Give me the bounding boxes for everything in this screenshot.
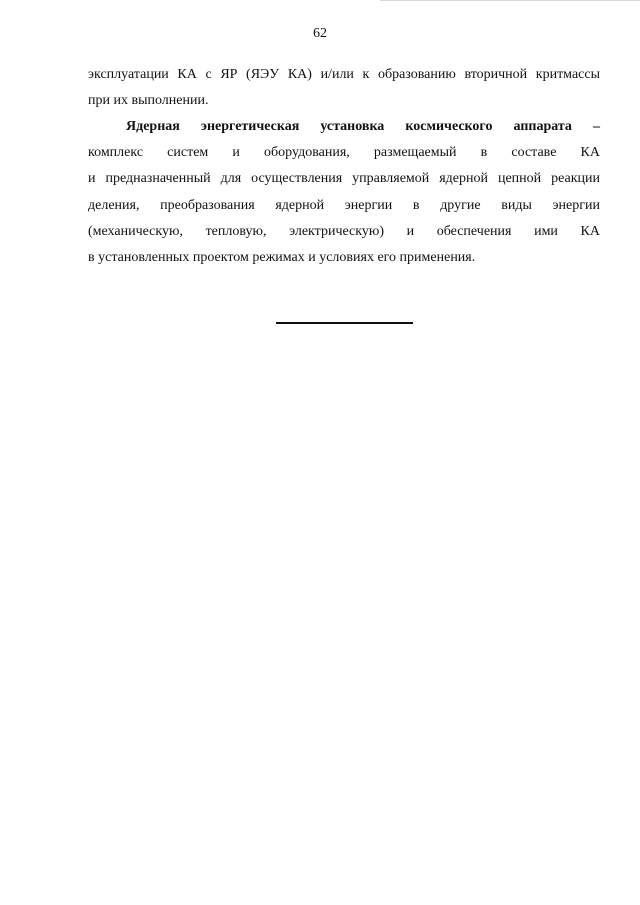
text-line: комплекс систем и оборудования, размещаемый в составе КА: [88, 145, 600, 161]
defined-term: Ядерная энергетическая установка космического аппарата –: [126, 119, 600, 134]
text-line: эксплуатации КА с ЯР (ЯЭУ КА) и/или к образованию вторичной критмассы: [88, 67, 600, 82]
text-line: при их выполнении.: [88, 93, 209, 109]
paragraph-continuation: [88, 62, 600, 114]
text-line: (механическую, тепловую, электрическую) и обеспечения ими КА: [88, 223, 600, 239]
definition-paragraph: [88, 114, 600, 271]
text-line: в установленных проектом режимах и условиях его применения.: [88, 249, 476, 265]
text-line: деления, преобразования ядерной энергии в другие виды энергии: [88, 197, 600, 213]
page-number: 62: [313, 26, 327, 41]
end-separator-rule: [276, 322, 413, 324]
text-line: и предназначенный для осуществления управляемой ядерной цепной реакции: [88, 171, 600, 187]
scan-edge: [380, 0, 640, 1]
